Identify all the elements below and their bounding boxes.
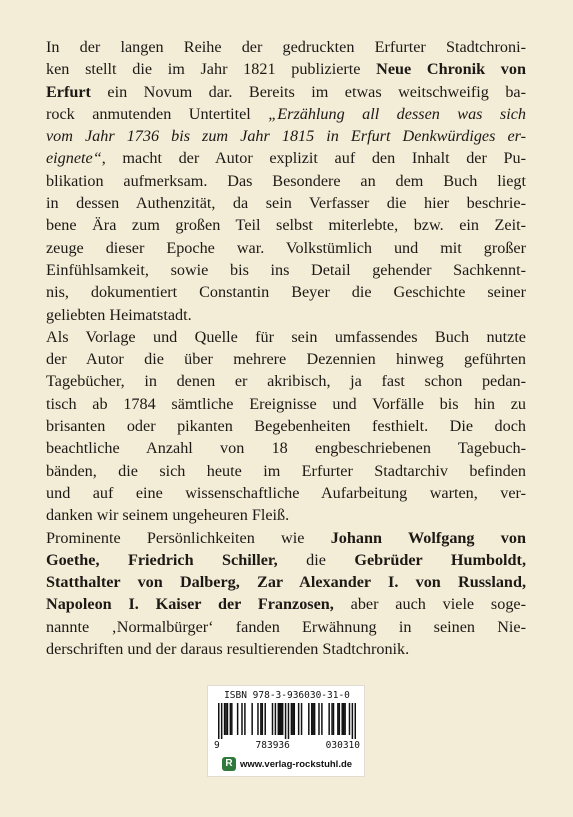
text-segment: die <box>277 550 355 569</box>
text-line <box>46 504 526 526</box>
text-line <box>46 237 526 259</box>
text-line <box>46 549 526 571</box>
barcode-bar <box>227 703 229 735</box>
text-segment: tisch ab 1784 sämtliche Ereignisse und Vorfälle bis hin zu <box>46 394 526 413</box>
text-segment: Einfühlsamkeit, sowie bis ins Detail gehender Sachkennt- <box>46 260 526 279</box>
isbn-label: ISBN 978-3-936030-31-0 <box>224 690 350 701</box>
text-segment: Erfurt <box>46 82 91 101</box>
text-line <box>46 393 526 415</box>
text-segment: Napoleon I. Kaiser der Franzosen, <box>46 595 334 614</box>
text-segment: der Autor die über mehrere Dezennien hinweg geführten <box>46 350 526 369</box>
text-segment: aber auch viele soge- <box>333 595 526 614</box>
barcode-bar <box>311 703 313 735</box>
text-line <box>46 527 526 549</box>
barcode-bar <box>288 703 290 739</box>
barcode-bar <box>339 703 341 735</box>
barcode-bar <box>314 703 316 735</box>
text-segment: derschriften und der daraus resultierenden Stadtchronik. <box>46 640 410 659</box>
text-segment: Als Vorlage und Quelle für sein umfassendes Buch nutzte <box>46 327 526 346</box>
barcode-bar <box>294 703 296 735</box>
text-line <box>46 103 526 125</box>
barcode-bar <box>321 703 323 735</box>
text-line <box>46 147 526 169</box>
barcode-bar <box>301 703 303 735</box>
barcode-bar <box>333 703 335 735</box>
text-line <box>46 348 526 370</box>
barcode-bar <box>337 703 339 735</box>
barcode-bar <box>244 703 246 735</box>
paragraph <box>46 527 526 661</box>
text-line <box>46 125 526 147</box>
barcode-bar <box>280 703 282 735</box>
barcode-bar <box>237 703 239 735</box>
barcode-bar <box>328 703 330 735</box>
text-line <box>46 437 526 459</box>
barcode-bar <box>272 703 274 735</box>
barcode-bar <box>331 703 333 735</box>
text-segment: rock anmutenden Untertitel <box>46 104 269 123</box>
barcode-bar <box>282 703 284 735</box>
barcode-bar <box>251 703 253 735</box>
barcode-bar <box>260 703 262 735</box>
text-segment: , macht der Autor explizit auf den Inhalt der Pu- <box>101 149 526 168</box>
barcode-bar <box>349 703 351 735</box>
publisher-url: www.verlag-rockstuhl.de <box>239 758 353 770</box>
barcode-bar <box>341 703 343 735</box>
text-segment: beachtliche Anzahl von 18 engbeschriebenen Tagebuch- <box>46 439 526 458</box>
text-line <box>46 259 526 281</box>
barcode-bar <box>343 703 345 735</box>
barcode-bar <box>308 703 310 735</box>
text-line <box>46 370 526 392</box>
barcode-bar <box>230 703 232 735</box>
text-segment: blikation aufmerksam. Das Besondere an dem Buch liegt <box>46 171 526 190</box>
text-segment: vom Jahr 1736 bis zum Jahr 1815 in Erfurt Denkwürdiges er- <box>46 127 526 146</box>
paragraph <box>46 36 526 326</box>
text-line <box>46 326 526 348</box>
text-segment: und auf eine wissenschaftliche Aufarbeitung warten, ver- <box>46 483 526 502</box>
barcode-bar <box>231 703 233 735</box>
text-line <box>46 571 526 593</box>
text-segment: nannte ‚Normalbürger‘ fanden Erwähnung in seinen Nie- <box>46 617 526 636</box>
text-line <box>46 192 526 214</box>
text-segment: geliebten Heimatstadt. <box>46 305 192 324</box>
isbn-digits <box>214 740 360 751</box>
paragraph <box>46 326 526 527</box>
isbn-digit-group: 9 <box>214 740 220 751</box>
text-line <box>46 36 526 58</box>
text-line <box>46 281 526 303</box>
text-segment: ken stellt die im Jahr 1821 publizierte <box>46 60 377 79</box>
barcode-bar <box>292 703 294 735</box>
barcode-bar <box>285 703 287 739</box>
text-segment: Prominente Persönlichkeiten wie <box>46 528 331 547</box>
text-segment: bene Ära zum großen Teil selbst miterlebte, bzw. ein Zeit- <box>46 216 526 235</box>
text-segment: ein Novum dar. Bereits im etwas weitschweifig ba- <box>90 82 526 101</box>
text-segment: danken wir seinem ungeheuren Fleiß. <box>46 506 290 525</box>
barcode-bar <box>278 703 280 735</box>
text-line <box>46 304 526 326</box>
text-line <box>46 58 526 80</box>
barcode-bar <box>241 703 243 735</box>
isbn-barcode-box <box>207 685 365 777</box>
barcode-bar <box>262 703 264 735</box>
text-line <box>46 81 526 103</box>
barcode-bar <box>264 703 266 735</box>
text-line <box>46 638 526 660</box>
barcode-bar <box>298 703 300 735</box>
isbn-digit-group: 030310 <box>325 740 360 751</box>
barcode-bar <box>352 703 354 739</box>
publisher-line <box>208 757 366 771</box>
barcode-bar <box>344 703 346 735</box>
text-line <box>46 593 526 615</box>
text-segment: bänden, die sich heute im Erfurter Stadtarchiv befinden <box>46 461 526 480</box>
text-line <box>46 482 526 504</box>
barcode-bar <box>275 703 277 735</box>
barcode-bar <box>318 703 320 735</box>
text-segment: Goethe, Friedrich Schiller, <box>46 550 278 569</box>
text-line <box>46 214 526 236</box>
text-segment: eignete“ <box>46 149 102 168</box>
text-segment: Gebrüder Humboldt, <box>354 550 526 569</box>
barcode-bar <box>221 703 223 739</box>
barcode-bar <box>355 703 356 739</box>
text-segment: „Erzählung all dessen was sich <box>268 104 527 123</box>
text-segment: Neue Chronik von <box>376 60 526 79</box>
barcode-bar <box>257 703 259 735</box>
blurb-text <box>46 36 526 660</box>
barcode-bar <box>225 703 227 735</box>
isbn-digit-group: 783936 <box>255 740 290 751</box>
text-line <box>46 170 526 192</box>
text-segment: brisanten oder pikanten Begebenheiten festhielt. Die doch <box>46 417 526 436</box>
barcode-bar <box>279 703 281 735</box>
text-segment: zeuge dieser Epoche war. Volkstümlich und mit großer <box>46 238 526 257</box>
barcode-icon <box>218 703 356 739</box>
text-line <box>46 415 526 437</box>
text-segment: in dessen Authenzität, da sein Verfasser die hier beschrie- <box>46 194 526 213</box>
text-line <box>46 616 526 638</box>
text-line <box>46 460 526 482</box>
barcode-bar <box>224 703 226 735</box>
text-segment: Statthalter von Dalberg, Zar Alexander I. von Russland, <box>46 573 526 592</box>
text-segment: Johann Wolfgang von <box>330 528 526 547</box>
publisher-logo-icon: R <box>222 757 236 771</box>
text-segment: Tagebücher, in denen er akribisch, ja fast schon pedan- <box>46 372 526 391</box>
barcode-bar <box>312 703 314 735</box>
text-segment: nis, dokumentiert Constantin Beyer die Geschichte seiner <box>46 283 526 302</box>
text-segment: In der langen Reihe der gedruckten Erfurter Stadtchroni- <box>46 38 526 56</box>
barcode-bar <box>218 703 220 739</box>
barcode-bar <box>291 703 293 735</box>
